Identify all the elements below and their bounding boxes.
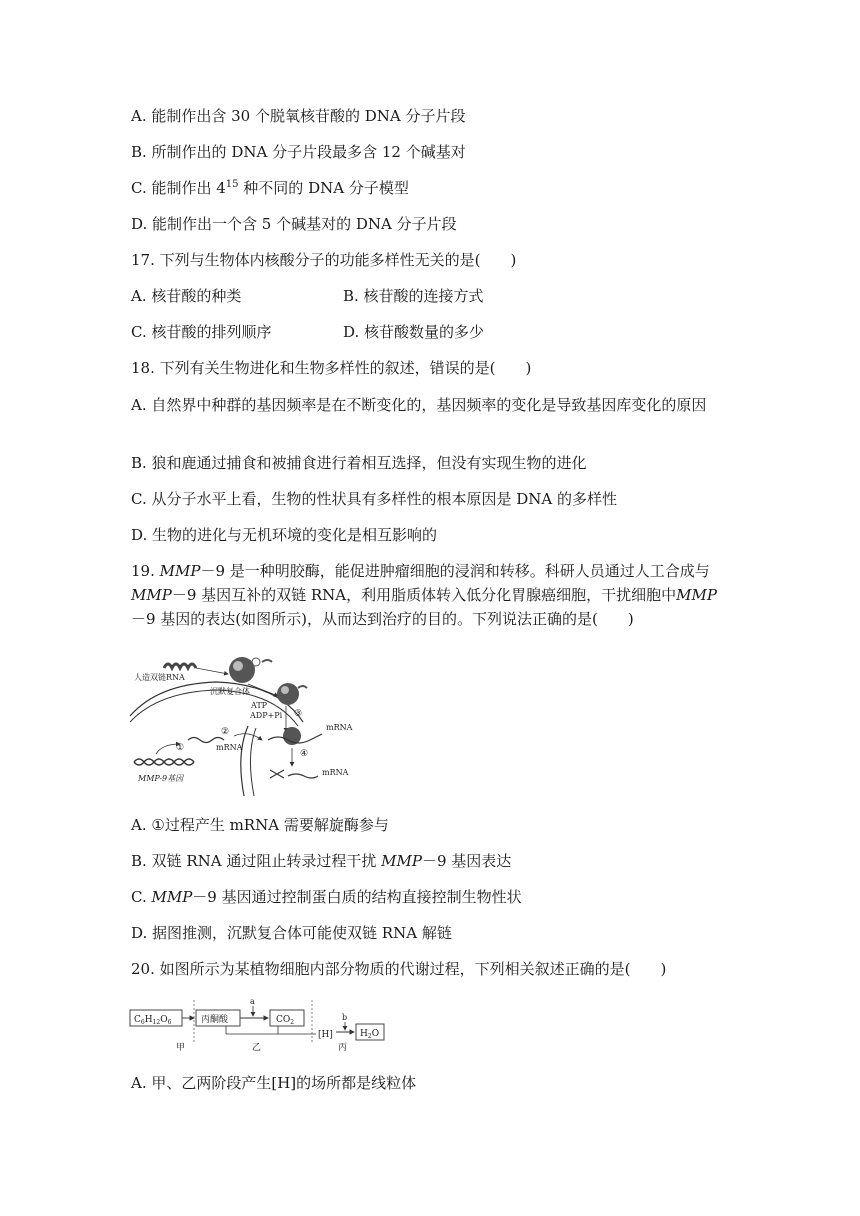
- nuclear-pore-wall-right: [250, 728, 256, 796]
- q19-option-c: [131, 886, 731, 908]
- q16-option-c-exponent: 15: [225, 179, 239, 190]
- label-atp: ATP: [251, 701, 268, 710]
- cleaved-mrna: [288, 774, 318, 778]
- label-mrna-top: mRNA: [326, 723, 353, 732]
- nuclear-mrna: [188, 738, 224, 743]
- complex-arrow: [248, 684, 278, 696]
- label-silencing-complex: 沉默复合体: [210, 687, 250, 696]
- q16-option-c-post: 种不同的 DNA 分子模型: [238, 179, 409, 197]
- complex-2-strand: [298, 686, 307, 688]
- q19-mmp-3: MMP: [676, 586, 717, 604]
- label-mrna-bottom: mRNA: [322, 768, 349, 777]
- complex-2-highlight: [281, 686, 289, 694]
- label-step-2: ②: [221, 727, 230, 737]
- stage-jia: 甲: [176, 1043, 186, 1052]
- q19-mmp-2: MMP: [131, 586, 172, 604]
- stage-yi: 乙: [252, 1043, 262, 1052]
- q16-option-d: D. 能制作出一个含 5 个碱基对的 DNA 分子片段: [131, 215, 457, 233]
- q17-option-d: D. 核苷酸数量的多少: [343, 323, 485, 341]
- complex-1-highlight: [233, 661, 243, 671]
- label-a: a: [250, 997, 255, 1006]
- q19-option-b-mmp: MMP: [381, 852, 422, 870]
- q17-option-b: B. 核苷酸的连接方式: [343, 287, 484, 305]
- q17-stem: 17. 下列与生物体内核酸分子的功能多样性无关的是( ): [131, 251, 517, 269]
- dsrna-arrow: [196, 668, 228, 674]
- silencing-complex-2: [277, 683, 299, 705]
- q19-option-d: D. 据图推测，沉默复合体可能使双链 RNA 解链: [131, 924, 452, 942]
- label-adp: ADP+Pi: [250, 711, 283, 720]
- q19-number: 19.: [131, 562, 160, 580]
- q18-option-b: B. 狼和鹿通过捕食和被捕食进行着相互选择，但没有实现生物的进化: [131, 454, 587, 472]
- q18-option-d: D. 生物的进化与无机环境的变化是相互影响的: [131, 526, 438, 544]
- q20-stem: 20. 如图所示为某植物细胞内部分物质的代谢过程，下列相关叙述正确的是( ): [131, 960, 667, 978]
- dsrna-strand: [164, 664, 196, 668]
- q19-stem-line-1: [131, 560, 731, 582]
- q19-option-a: A. ①过程产生 mRNA 需要解旋酶参与: [131, 816, 389, 834]
- complex-1-bead: [252, 658, 260, 666]
- label-mrna-middle: mRNA: [216, 743, 243, 752]
- q17-row-cd: [131, 321, 731, 343]
- q19-option-b-post: －9 基因表达: [421, 852, 512, 870]
- label-b: b: [342, 1013, 348, 1022]
- q17-row-ab: [131, 285, 731, 307]
- rnai-diagram: [128, 644, 368, 796]
- q16-option-b: B. 所制作出的 DNA 分子片段最多含 12 个碱基对: [131, 143, 466, 161]
- water-label: $H_2O$: [360, 1029, 380, 1040]
- q18-option-c: C. 从分子水平上看，生物的性状具有多样性的根本原因是 DNA 的多样性: [131, 490, 618, 508]
- q19-option-b-pre: B. 双链 RNA 通过阻止转录过程干扰: [131, 852, 382, 870]
- q17-option-a: A. 核苷酸的种类: [131, 287, 242, 305]
- step-2-arrow: [234, 734, 262, 740]
- q20-option-a: A. 甲、乙两阶段产生[H]的场所都是线粒体: [131, 1074, 417, 1092]
- label-step-1: ①: [176, 743, 185, 753]
- q16-option-a: A. 能制作出含 30 个脱氧核苷酸的 DNA 分子片段: [131, 107, 466, 125]
- mmp9-gene-strand-2: [134, 759, 194, 765]
- label-step-4: ④: [300, 749, 309, 759]
- q19-option-c-mmp: MMP: [151, 888, 193, 906]
- label-step-3: ③: [294, 709, 303, 719]
- silencing-complex-1: [229, 657, 255, 683]
- q18-option-a: A. 自然界中种群的基因频率是在不断变化的，基因频率的变化是导致基因库变化的原因: [131, 396, 707, 414]
- stage-bing: 丙: [338, 1043, 348, 1052]
- pyruvate-label: 丙酮酸: [201, 1015, 229, 1025]
- complex-1-strand: [262, 660, 272, 662]
- q17-option-c: C. 核苷酸的排列顺序: [131, 323, 272, 341]
- scissors-icon: [270, 770, 284, 778]
- label-artificial-dsrna: 人造双链RNA: [134, 673, 185, 682]
- co2-label: $CO_2$: [276, 1015, 295, 1026]
- label-mmp9-gene: MMP-9基因: [138, 774, 184, 783]
- metabolism-diagram: [128, 996, 388, 1052]
- q19-option-c-pre: C.: [131, 888, 152, 906]
- glucose-label: $C_6H_{12}O_6$: [134, 1015, 172, 1026]
- h-label: [H]: [318, 1030, 333, 1040]
- q19-mmp-1: MMP: [159, 562, 201, 580]
- q19-option-b: [131, 850, 731, 872]
- q19-stem-line-3: －9 基因的表达(如图所示)，从而达到治疗的目的。下列说法正确的是( ): [131, 610, 634, 628]
- q19-stem-line-2: [131, 584, 731, 606]
- q19-stem-text-2: －9 基因互补的双链 RNA，利用脂质体转入低分化胃腺癌细胞，干扰细胞中: [171, 586, 677, 604]
- q18-stem: 18. 下列有关生物进化和生物多样性的叙述，错误的是( ): [131, 359, 532, 377]
- q19-option-c-post: －9 基因通过控制蛋白质的结构直接控制生物性状: [192, 888, 522, 906]
- q16-option-c: [131, 177, 731, 199]
- nuclear-pore-wall-left: [241, 726, 248, 796]
- q19-stem-text-1: －9 是一种明胶酶，能促进肿瘤细胞的浸润和转移。科研人员通过人工合成与: [200, 562, 710, 580]
- q16-option-c-pre: C. 能制作出 4: [131, 179, 226, 197]
